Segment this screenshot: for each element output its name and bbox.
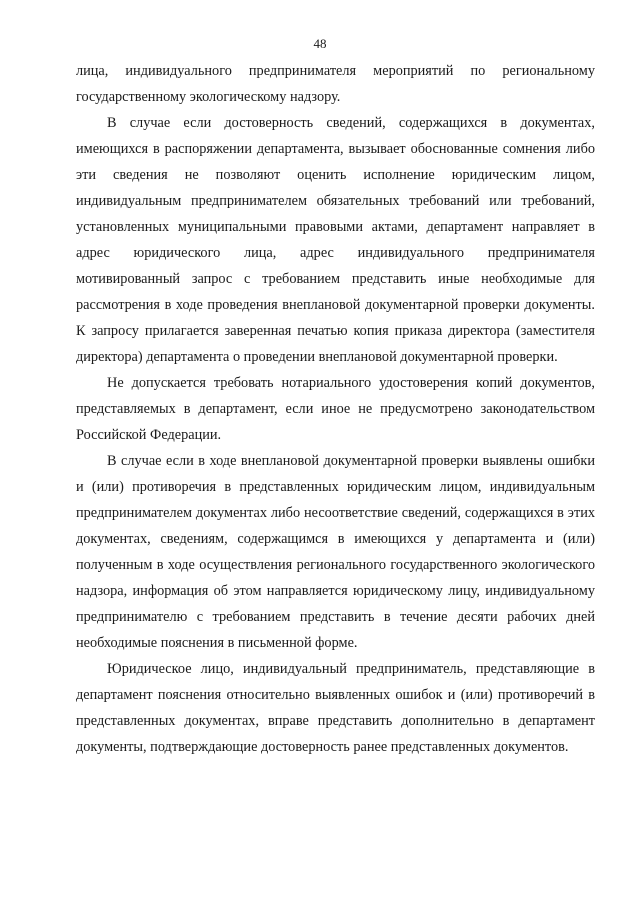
- paragraph-continuation: лица, индивидуального предпринимателя мероприятий по региональному государственному экологическому надзору.: [76, 63, 595, 105]
- paragraph-notarization: Не допускается требовать нотариального удостоверения копий документов, представляемых в департамент, если иное не предусмотрено законодательством Российской Федерации.: [76, 375, 595, 443]
- paragraph-verification-request: В случае если достоверность сведений, содержащихся в документах, имеющихся в распоряжении департамента, вызывает обоснованные сомнения либо эти сведения не позволяют оценить исполнение юридическим лицом, индивидуальным предпринимателем обязательных требований или требований, установленных муниципальными правовыми актами, департамент направляет в адрес юридического лица, адрес индивидуального предпринимателя мотивированный запрос с требованием представить иные необходимые для рассмотрения в ходе проведения внеплановой документарной проверки документы. К запросу прилагается заверенная печатью копия приказа директора (заместителя директора) департамента о проведении внеплановой документарной проверки.: [76, 115, 595, 365]
- paragraph-explanations: Юридическое лицо, индивидуальный предприниматель, представляющие в департамент пояснения относительно выявленных ошибок и (или) противоречий в представленных документах, вправе представить дополнительно в департамент документы, подтверждающие достоверность ранее представленных документов.: [76, 661, 595, 755]
- document-body: [76, 58, 595, 760]
- paragraph-errors-contradictions: В случае если в ходе внеплановой документарной проверки выявлены ошибки и (или) противоречия в представленных юридическим лицом, индивидуальным предпринимателем документах либо несоответствие сведений, содержащихся в этих документах, сведениям, содержащимся в имеющихся у департамента и (или) полученным в ходе осуществления регионального государственного экологического надзора, информация об этом направляется юридическому лицу, индивидуальному предпринимателю с требованием представить в течение десяти рабочих дней необходимые пояснения в письменной форме.: [76, 453, 595, 651]
- page-number: 48: [313, 36, 327, 51]
